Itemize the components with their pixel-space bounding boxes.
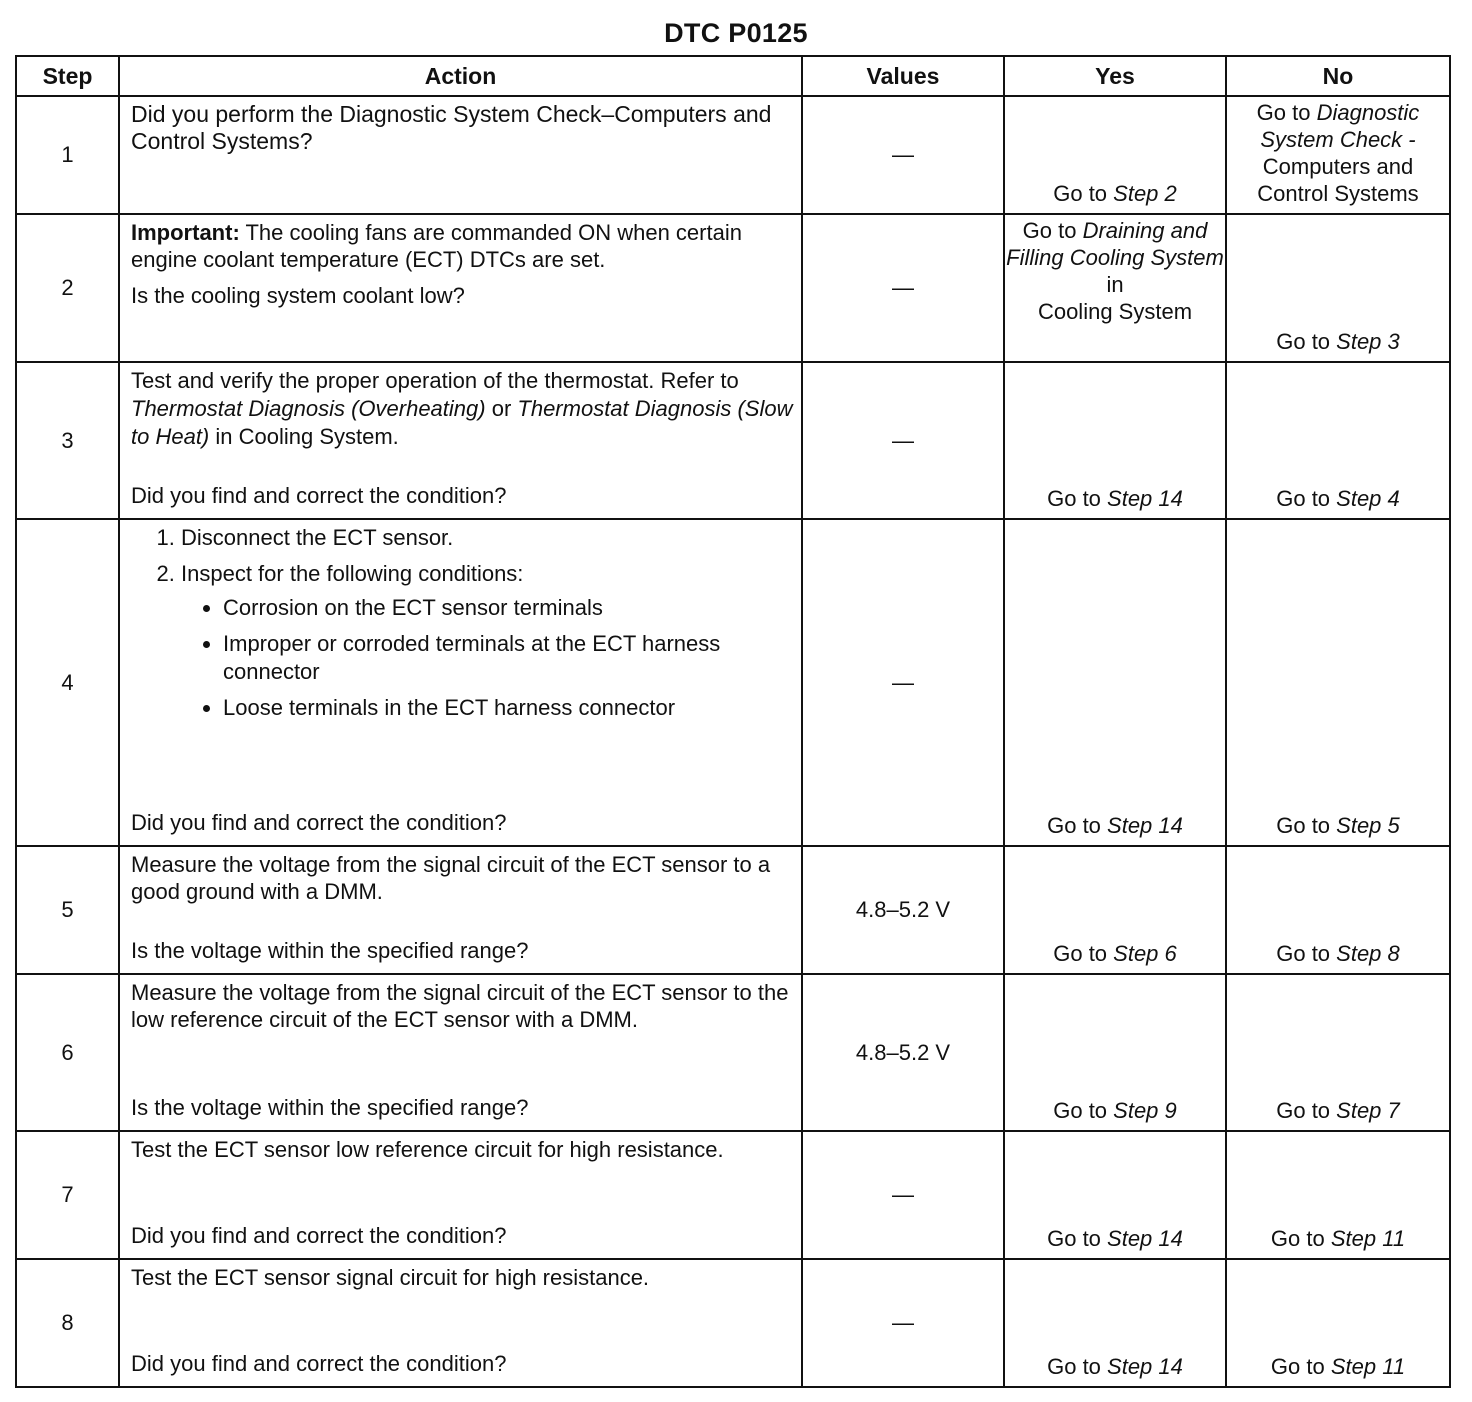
header-no: No: [1226, 56, 1450, 96]
important-text: The cooling fans are commanded ON when certain engine coolant temperature (ECT) DTCs are set.: [131, 220, 742, 272]
yes-link[interactable]: Step 14: [1107, 1226, 1183, 1251]
yes-link[interactable]: Step 14: [1107, 813, 1183, 838]
no-cell[interactable]: [1226, 974, 1450, 1131]
table-row: [16, 974, 1450, 1131]
header-step: Step: [16, 56, 119, 96]
yes-cell[interactable]: [1004, 214, 1226, 362]
header-yes: Yes: [1004, 56, 1226, 96]
yes-cell[interactable]: [1004, 362, 1226, 519]
value-cell: 4.8–5.2 V: [802, 846, 1004, 974]
step-number: 3: [16, 362, 119, 519]
no-cell[interactable]: [1226, 846, 1450, 974]
yes-cell[interactable]: [1004, 1131, 1226, 1259]
list-item: 2. Inspect for the following conditions: • Corrosion on the ECT sensor terminals • Improper or corroded terminals at the ECT harness connector • Loose terminals in the ECT harness connector: [181, 560, 795, 722]
no-cell[interactable]: [1226, 362, 1450, 519]
step-number: 4: [16, 519, 119, 846]
action-link[interactable]: Thermostat Diagnosis (Slow to Heat): [131, 396, 793, 449]
no-cell[interactable]: [1226, 519, 1450, 846]
no-prefix: Go to: [1256, 100, 1317, 125]
important-label: Important:: [131, 220, 240, 245]
no-prefix: Go to: [1276, 813, 1337, 838]
yes-prefix: Go to: [1022, 218, 1083, 243]
value-cell: —: [802, 214, 1004, 362]
table-row: [16, 96, 1450, 214]
step-number: 7: [16, 1131, 119, 1259]
question-text: Did you find and correct the condition?: [131, 810, 507, 835]
step-number: 2: [16, 214, 119, 362]
step-number: 5: [16, 846, 119, 974]
yes-mid: in: [1106, 272, 1124, 297]
action-cell: [119, 214, 802, 362]
table-row: [16, 1131, 1450, 1259]
list-item: 1. Disconnect the ECT sensor.: [181, 524, 795, 552]
header-values: Values: [802, 56, 1004, 96]
no-prefix: Go to: [1270, 1354, 1331, 1379]
value-cell: —: [802, 519, 1004, 846]
no-link[interactable]: Diagnostic System Check -: [1260, 100, 1420, 152]
yes-cell[interactable]: [1004, 1259, 1226, 1387]
action-cell: [119, 96, 802, 214]
step-number: 1: [16, 96, 119, 214]
yes-link[interactable]: Draining and Filling Cooling System: [1006, 218, 1224, 270]
action-cell: [119, 1131, 802, 1259]
no-prefix: Go to: [1270, 1226, 1331, 1251]
action-text: Test the ECT sensor low reference circuit for high resistance.: [131, 1137, 724, 1162]
no-prefix: Go to: [1276, 941, 1337, 966]
step-number: 6: [16, 974, 119, 1131]
value-cell: —: [802, 1131, 1004, 1259]
yes-link[interactable]: Step 14: [1107, 1354, 1183, 1379]
no-cell[interactable]: [1226, 214, 1450, 362]
yes-link[interactable]: Step 14: [1107, 486, 1183, 511]
question-text: Is the voltage within the specified range?: [131, 938, 529, 963]
action-text: Measure the voltage from the signal circuit of the ECT sensor to the low reference circuit of the ECT sensor with a DMM.: [131, 980, 789, 1032]
yes-cell[interactable]: [1004, 846, 1226, 974]
question-text: Is the voltage within the specified range?: [131, 1095, 529, 1120]
step-number: 8: [16, 1259, 119, 1387]
no-suffix: Computers and Control Systems: [1257, 154, 1419, 206]
yes-prefix: Go to: [1053, 181, 1114, 206]
action-text: in Cooling System.: [209, 424, 399, 449]
no-link[interactable]: Step 8: [1336, 941, 1400, 966]
list-item: • Improper or corroded terminals at the ECT harness connector: [223, 630, 795, 686]
diagnostic-table: [15, 55, 1451, 1388]
list-item: • Corrosion on the ECT sensor terminals: [223, 594, 795, 622]
yes-cell[interactable]: [1004, 519, 1226, 846]
table-row: [16, 1259, 1450, 1387]
table-row: [16, 519, 1450, 846]
yes-suffix: Cooling System: [1037, 299, 1193, 324]
table-row: [16, 362, 1450, 519]
yes-prefix: Go to: [1047, 486, 1108, 511]
value-cell: —: [802, 1259, 1004, 1387]
yes-cell[interactable]: [1004, 974, 1226, 1131]
yes-prefix: Go to: [1047, 813, 1108, 838]
value-cell: —: [802, 362, 1004, 519]
action-text: Test the ECT sensor signal circuit for high resistance.: [131, 1265, 650, 1290]
no-link[interactable]: Step 7: [1336, 1098, 1400, 1123]
value-cell: —: [802, 96, 1004, 214]
value-cell: 4.8–5.2 V: [802, 974, 1004, 1131]
no-link[interactable]: Step 3: [1336, 329, 1400, 354]
no-prefix: Go to: [1276, 486, 1337, 511]
yes-link[interactable]: Step 6: [1113, 941, 1177, 966]
yes-link[interactable]: Step 9: [1113, 1098, 1177, 1123]
header-action: Action: [119, 56, 802, 96]
action-text: Test and verify the proper operation of the thermostat. Refer to: [131, 368, 739, 393]
no-cell[interactable]: [1226, 1131, 1450, 1259]
yes-link[interactable]: Step 2: [1113, 181, 1177, 206]
no-prefix: Go to: [1276, 329, 1337, 354]
no-prefix: Go to: [1276, 1098, 1337, 1123]
numbered-steps: [131, 524, 795, 722]
yes-prefix: Go to: [1047, 1226, 1108, 1251]
table-row: [16, 214, 1450, 362]
list-item: • Loose terminals in the ECT harness connector: [223, 694, 795, 722]
question-text: Is the cooling system coolant low?: [131, 283, 465, 308]
no-link[interactable]: Step 11: [1330, 1354, 1406, 1379]
no-link[interactable]: Step 5: [1336, 813, 1400, 838]
page-title: DTC P0125: [664, 18, 808, 48]
no-cell[interactable]: [1226, 96, 1450, 214]
question-text: Did you find and correct the condition?: [131, 1223, 507, 1248]
action-link[interactable]: Thermostat Diagnosis (Overheating): [131, 396, 486, 421]
yes-cell[interactable]: [1004, 96, 1226, 214]
action-cell: [119, 974, 802, 1131]
action-text: or: [485, 396, 518, 421]
yes-prefix: Go to: [1047, 1354, 1108, 1379]
action-cell: [119, 1259, 802, 1387]
yes-prefix: Go to: [1053, 941, 1114, 966]
header-row: [16, 56, 1450, 96]
table-row: [16, 846, 1450, 974]
action-text: Did you perform the Diagnostic System Check–Computers and Control Systems?: [131, 101, 772, 154]
action-cell: [119, 362, 802, 519]
action-cell: [119, 846, 802, 974]
no-cell[interactable]: [1226, 1259, 1450, 1387]
yes-prefix: Go to: [1053, 1098, 1114, 1123]
action-cell: [119, 519, 802, 846]
action-text: Measure the voltage from the signal circuit of the ECT sensor to a good ground with a DMM.: [131, 852, 771, 904]
question-text: Did you find and correct the condition?: [131, 483, 507, 508]
bullet-list: [181, 594, 795, 722]
question-text: Did you find and correct the condition?: [131, 1351, 507, 1376]
no-link[interactable]: Step 4: [1336, 486, 1400, 511]
no-link[interactable]: Step 11: [1330, 1226, 1406, 1251]
